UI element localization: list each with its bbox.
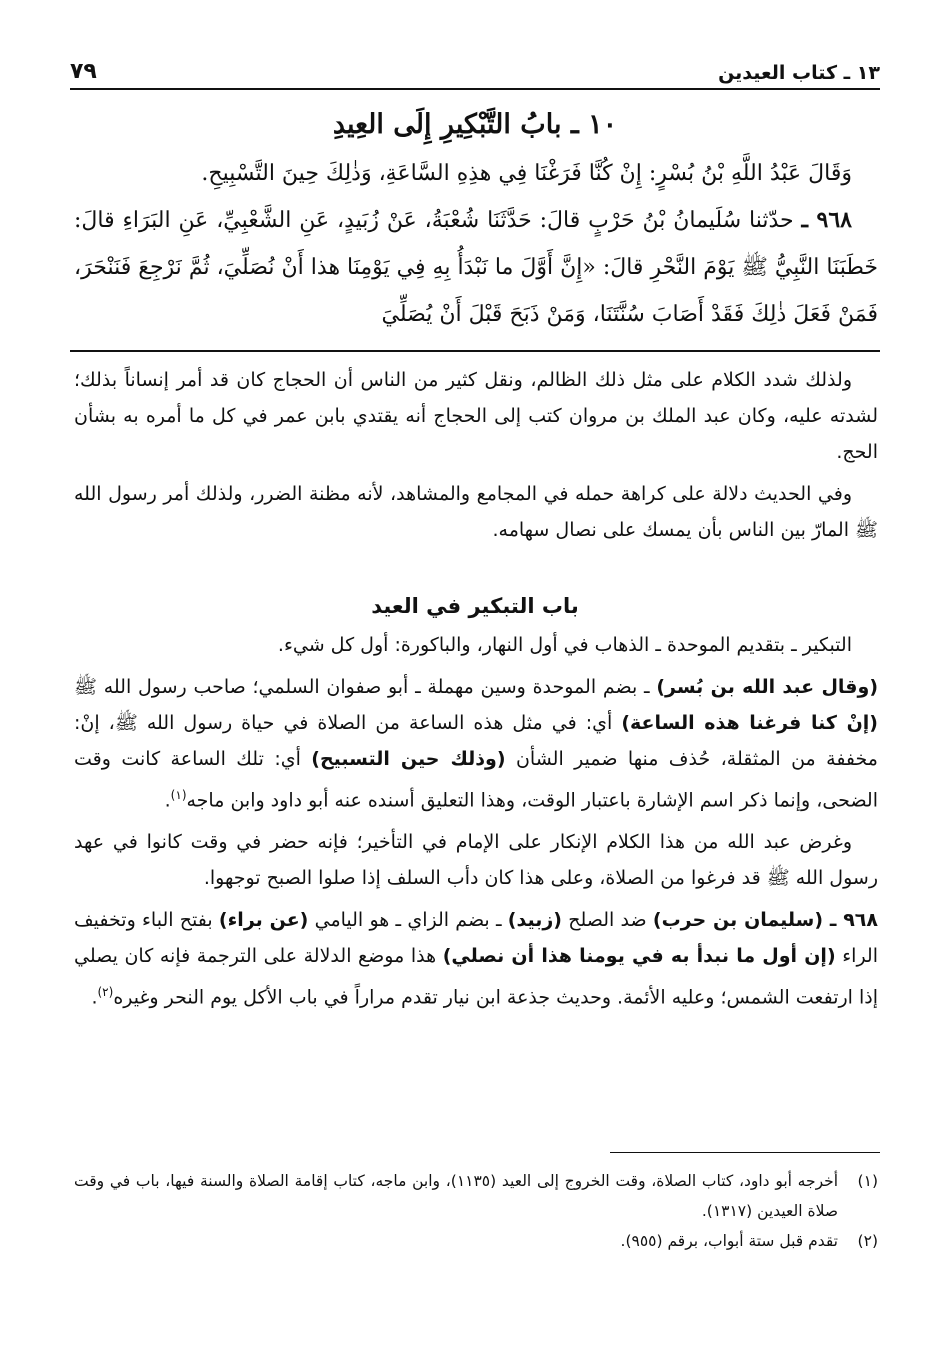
header-divider: [70, 88, 880, 90]
athar-line: وَقَالَ عَبْدُ اللَّهِ بْنُ بُسْرٍ: إِنْ كُنَّا فَرَغْنَا فِي هذِهِ السَّاعَةِ، وَذٰلِكَ حِينَ التَّسْبِيحِ.: [201, 161, 852, 186]
text-run: ـ بضم الموحدة وسين مهملة ـ أبو صفوان السلمي؛ صاحب رسول الله ﷺ: [74, 676, 657, 698]
footnote-text: أخرجه أبو داود، كتاب الصلاة، وقت الخروج إلى العيد (١١٣٥)، وابن ماجه، كتاب إقامة الصلاة والسنة فيها، باب في وقت صلاة العيدين (١٣١٧).: [74, 1172, 839, 1220]
sharh-paragraph-1: ولذلك شدد الكلام على مثل ذلك الظالم، ونقل كثير من الناس أن الحجاج كان قد أمر إنساناً بذلك؛ لشدته عليه، وكان عبد الملك بن مروان كتب إلى الحجاج أنه يقتدي بابن عمر في كل ما أمره به بشأن الحج.: [74, 369, 878, 463]
matn-block: [74, 150, 878, 338]
sharh-paragraph-3: التبكير ـ بتقديم الموحدة ـ الذهاب في أول النهار، والباكورة: أول كل شيء.: [277, 634, 852, 656]
bold-phrase: (سليمان بن حرب): [652, 909, 824, 932]
footnote-1: [74, 1166, 878, 1226]
page-header: [70, 44, 880, 84]
sharh-paragraph-5: وغرض عبد الله من هذا الكلام الإنكار على الإمام في التأخير؛ فإنه حضر في وقت كانوا في عهد رسول الله ﷺ قد فرغوا من الصلاة، وعلى هذا كان دأب السلف إذا صلوا الصبح توجهوا.: [74, 831, 878, 890]
text-run: بفتح الباء وتخفيف الراء: [74, 909, 878, 968]
footnote-ref[interactable]: (٢): [97, 985, 114, 1000]
bold-phrase: (وذلك حين التسبيح): [311, 748, 506, 770]
sharh-paragraph-4: [74, 669, 878, 818]
footnote-number: (٢): [857, 1232, 878, 1250]
bab-title: ١٠ ـ بابُ التَّبْكِيرِ إِلَى العِيدِ: [332, 109, 618, 140]
sharh-paragraph-6: [74, 902, 878, 1015]
bold-phrase: (إنْ كنا فرغنا هذه الساعة): [621, 712, 878, 734]
footnote-number: (١): [857, 1172, 878, 1190]
text-run: أي: تلك الساعة كانت وقت الضحى، وإنما ذكر اسم الإشارة باعتبار الوقت، وهذا التعليق أسنده عنه أبو داود وابن ماجه: [74, 748, 878, 812]
bold-phrase: (وقال عبد الله بن بُسر): [656, 676, 878, 698]
sharh-block-top: [74, 362, 878, 554]
footnote-2: [74, 1226, 878, 1256]
sharh-paragraph-2: وفي الحديث دلالة على كراهة حمله في المجامع والمشاهد، لأنه مظنة الضرر، ولذلك أمر رسول الله ﷺ المارّ بين الناس بأن يمسك على نصال سهامه.: [74, 483, 878, 541]
text-run: أي: في مثل هذه الساعة من الصلاة في حياة رسول الله ﷺ، إنْ: مخففة من المثقلة، حُذف منها ضمير الشأن: [74, 712, 878, 770]
footnote-ref[interactable]: (١): [170, 788, 187, 802]
footnote-divider: [610, 1152, 880, 1153]
text-run: .: [164, 789, 171, 812]
text-run: ضد الصلح: [561, 909, 653, 932]
text-run: ـ بضم الزاي ـ هو اليامي: [308, 909, 508, 932]
hadith-paragraph: [74, 197, 878, 338]
hadith-text: حدّثنا سُلَيمانُ بْنُ حَرْبٍ قالَ: حَدَّثَنَا شُعْبَةُ، عَنْ زُبَيدٍ، عَنِ الشَّعْبِيِّ، عَنِ البَرَاءِ قالَ: خَطَبَنَا النَّبِيُّ ﷺ يَوْمَ النَّحْرِ قالَ: «إِنَّ أَوَّلَ ما نَبْدَأُ بِهِ فِي يَوْمِنَا هذا أَنْ نُصَلِّيَ، ثُمَّ نَرْجِعَ فَنَنْحَرَ، فَمَنْ فَعَلَ ذٰلِكَ فَقَدْ أَصَابَ سُنَّتَنَا، وَمَنْ ذَبَحَ قَبْلَ أَنْ يُصَلِّيَ: [74, 208, 878, 327]
sharh-block-bottom: [74, 627, 878, 1022]
footnotes: [74, 1166, 878, 1256]
text-run: هذا موضع الدلالة على الترجمة فإنه كان يصلي إذا ارتفعت الشمس؛ وعليه الأئمة. وحديث جذعة ابن نيار تقدم مراراً في باب الأكل يوم النحر وغيره: [74, 945, 878, 1009]
text-run: .: [91, 986, 98, 1009]
hadith-number: ٩٦٨ ـ: [801, 207, 852, 233]
footnote-text: تقدم قبل ستة أبواب، برقم (٩٥٥).: [620, 1232, 838, 1250]
running-title: ١٣ ـ كتاب العيدين: [718, 62, 880, 84]
bold-phrase: (عن براء): [218, 909, 309, 932]
bold-phrase: (زبيد): [507, 909, 562, 932]
matn-sharh-divider: [70, 350, 880, 352]
sharh-section-title: باب التبكير في العيد: [371, 594, 579, 618]
page-number: ٧٩: [70, 59, 97, 84]
bold-phrase: (إن أول ما نبدأ به في يومنا هذا أن نصلي): [442, 945, 836, 968]
hadith-number: ٩٦٨ ـ: [823, 909, 878, 932]
